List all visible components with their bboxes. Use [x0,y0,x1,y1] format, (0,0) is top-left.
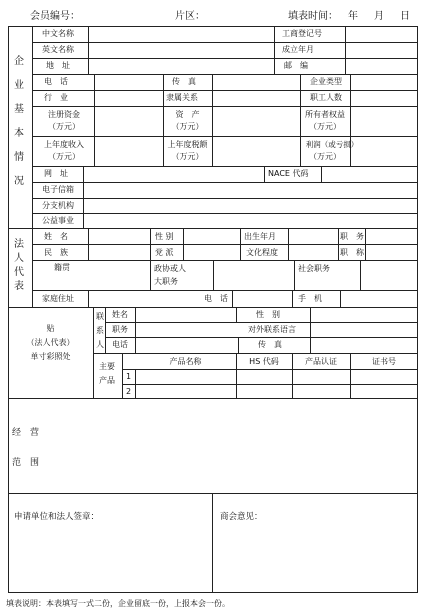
divider-line [345,26,346,74]
chamber-opinion-label: 商会意见： [220,512,263,522]
enterprise-section-label: 企业基本情况 [14,56,24,187]
contact-section-label: 联系人 [96,312,104,349]
divider-line [122,369,418,370]
divider-line [135,307,136,353]
cert-no-header: 证书号 [372,357,396,366]
divider-line [288,228,289,260]
last-income-label: 上年度收入 [44,140,84,149]
divider-line [94,74,95,166]
divider-line [365,228,366,260]
fill-time-label: 填表时间： [288,11,338,22]
contact-name-label: 姓名 [112,310,128,319]
divider-line [93,353,418,354]
divider-line [88,290,89,307]
nace-code-label: NACE 代码 [268,169,309,178]
divider-line [360,260,361,290]
founded-label: 成立年月 [282,45,314,54]
rep-title-label: 职 称 [340,248,364,257]
divider-line [32,90,418,91]
divider-line [32,213,418,214]
unit-label: （万元） [309,152,341,161]
divider-line [32,244,418,245]
website-label: 网 址 [44,169,68,178]
rep-party-label: 党 派 [155,248,174,257]
postcode-label: 邮 编 [284,61,308,70]
divider-line [105,322,418,323]
cn-name-label: 中文名称 [42,29,74,38]
divider-line [8,228,418,229]
divider-line [105,337,418,338]
owner-equity-label: 所有者权益 [305,110,345,119]
divider-line [32,136,418,137]
staff-count-label: 职工人数 [310,93,342,102]
divider-line [212,493,213,593]
biz-reg-no-label: 工商登记号 [282,29,322,38]
photo-text-1: 贴 [46,324,55,333]
legal-rep-section-label: 法人代表 [14,239,24,292]
rep-position-label: 职 务 [340,232,364,241]
divider-line [292,290,293,307]
divider-line [83,166,84,228]
affiliation-label: 隶属关系 [166,93,198,102]
applicant-signature-label: 申请单位和法人签章： [14,512,100,522]
en-name-label: 英文名称 [42,45,74,54]
scope-label-2: 范 围 [12,458,40,468]
unit-label: （万元） [171,122,204,131]
divider-line [240,228,241,260]
social-position-label: 社会职务 [298,264,330,273]
hs-code-header: HS 代码 [249,357,279,366]
foreign-lang-label: 对外联系语言 [248,325,296,334]
divider-line [32,106,418,107]
contact-fax-label: 传 真 [258,340,282,349]
divider-line [135,369,136,398]
scope-label-1: 经 营 [12,428,40,438]
divider-line [232,290,233,307]
home-address-label: 家庭住址 [42,294,74,303]
divider-line [32,74,418,75]
member-number-label: 会员编号： [30,11,80,22]
rep-ethnicity-label: 民 族 [44,248,68,257]
reg-capital-label: 注册资金 [48,110,80,119]
divider-line [32,166,418,167]
fax-label: 传 真 [172,77,196,86]
product-name-header: 产品名称 [169,357,202,366]
rep-birth-label: 出生年月 [244,232,276,241]
divider-line [274,26,275,74]
industry-label: 行 业 [44,93,68,102]
divider-line [88,26,89,74]
unit-label: （万元） [171,152,204,161]
contact-phone-label: 电话 [112,340,128,349]
last-tax-label: 上年度税额 [167,140,208,149]
cppcc-npc-label: 政协或人 [154,264,186,273]
rep-phone-label: 电 话 [204,294,228,303]
unit-label: （万元） [48,152,80,161]
product-row-number: 2 [125,387,132,396]
products-section-label: 主要产品 [99,362,115,385]
address-label: 地 址 [46,61,70,70]
photo-area[interactable] [9,308,92,397]
unit-label: （万元） [309,122,341,131]
divider-line [8,493,418,494]
email-label: 电子信箱 [42,185,74,194]
divider-line [32,58,418,59]
divider-line [88,228,89,260]
divider-line [350,74,351,166]
photo-text-3: 单寸彩照处 [30,352,71,361]
divider-line [340,290,341,307]
divider-line [32,42,418,43]
mobile-label: 手 机 [298,294,322,303]
footer-note: 填表说明：本表填写一式二份，企业留底一份，上报本会一份。 [6,599,230,608]
divider-line [238,337,239,353]
product-cert-header: 产品认证 [305,357,337,366]
branches-label: 分支机构 [42,201,74,210]
contact-gender-label: 性 别 [256,310,280,319]
divider-line [32,182,418,183]
divider-line [183,228,184,260]
divider-line [122,384,418,385]
divider-line [8,398,418,399]
phone-label: 电 话 [44,77,68,86]
divider-line [294,260,295,290]
divider-line [264,166,265,182]
ent-type-label: 企业类型 [310,77,342,86]
photo-text-2: （法人代表） [26,338,75,347]
native-place-label: 籍贯 [54,263,70,272]
day-label: 日 [400,11,410,22]
divider-line [150,228,151,290]
divider-line [212,74,213,166]
divider-line [32,290,418,291]
month-label: 月 [374,11,384,22]
divider-line [310,307,311,353]
divider-line [321,166,322,182]
business-scope-field[interactable] [45,400,415,490]
divider-line [32,198,418,199]
divider-line [338,228,339,260]
rep-gender-label: 性 别 [155,232,174,241]
npc-position-label: 大职务 [154,277,178,286]
year-label: 年 [348,11,358,22]
charity-label: 公益事业 [42,216,74,225]
assets-label: 资 产 [175,110,200,119]
divider-line [105,307,106,353]
rep-name-label: 姓 名 [44,232,68,241]
contact-position-label: 职务 [112,325,128,334]
divider-line [213,260,214,290]
profit-label: 利润（或亏损） [305,140,359,149]
divider-line [236,307,237,322]
product-row-number: 1 [125,372,132,381]
area-label: 片区： [175,11,205,22]
rep-education-label: 文化程度 [246,248,278,257]
unit-label: （万元） [48,122,80,131]
